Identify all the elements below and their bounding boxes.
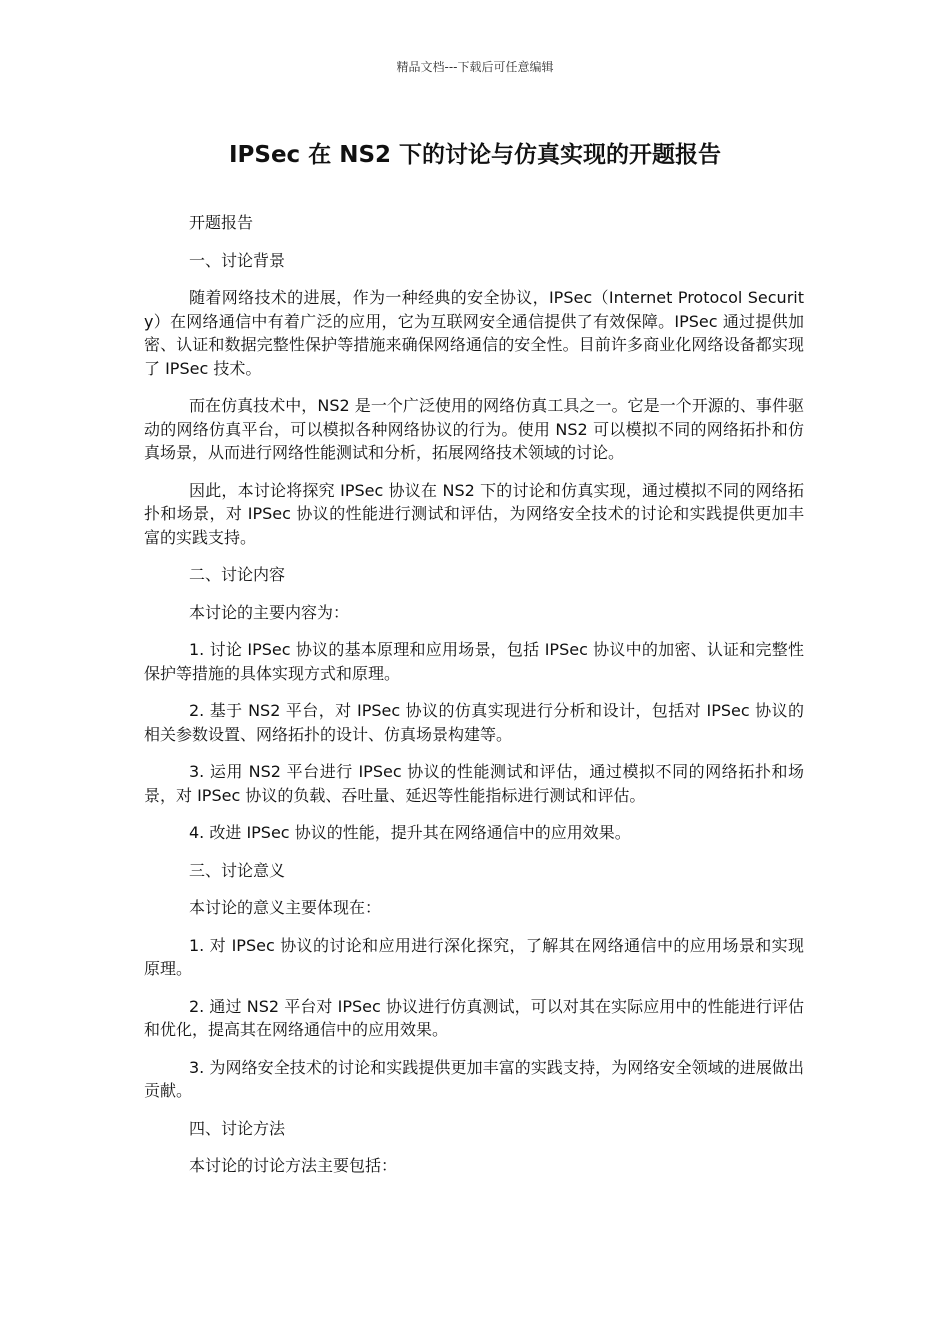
list-paragraph: 1. 对 IPSec 协议的讨论和应用进行深化探究，了解其在网络通信中的应用场景和实现原理。 [144,935,804,978]
list-paragraph: 4. 改进 IPSec 协议的性能，提升其在网络通信中的应用效果。 [189,823,631,842]
header-note: 精品文档---下载后可任意编辑 [396,60,554,74]
section-lead: 本讨论的意义主要体现在： [189,898,382,917]
section-heading: 三、讨论意义 [189,860,286,880]
document-body [144,211,804,1192]
paragraph: 随着网络技术的进展，作为一种经典的安全协议，IPSec（Internet Protocol Security）在网络通信中有着广泛的应用，它为互联网安全通信提供了有效保障。IPSec 通过提供加密、认证和数据完整性保护等措施来确保网络通信的安全性。目前许多商业化网络设备都实现了 IPSec 技术。 [144,288,804,378]
paragraph: 而在仿真技术中，NS2 是一个广泛使用的网络仿真工具之一。它是一个开源的、事件驱动的网络仿真平台，可以模拟各种网络协议的行为。使用 NS2 可以模拟不同的网络拓扑和仿真场景，从而进行网络性能测试和分析，拓展网络技术领域的讨论。 [144,396,804,462]
section-heading: 二、讨论内容 [189,565,286,584]
list-paragraph: 2. 通过 NS2 平台对 IPSec 协议进行仿真测试，可以对其在实际应用中的性能进行评估和优化，提高其在网络通信中的应用效果。 [144,996,804,1039]
section-lead: 本讨论的主要内容为： [189,602,350,622]
section-heading: 一、讨论背景 [189,250,286,270]
list-paragraph: 3. 为网络安全技术的讨论和实践提供更加丰富的实践支持，为网络安全领域的进展做出贡献。 [144,1057,804,1100]
list-paragraph: 3. 运用 NS2 平台进行 IPSec 协议的性能测试和评估，通过模拟不同的网络拓扑和场景，对 IPSec 协议的负载、吞吐量、延迟等性能指标进行测试和评估。 [144,762,804,805]
list-paragraph: 2. 基于 NS2 平台，对 IPSec 协议的仿真实现进行分析和设计，包括对 IPSec 协议的相关参数设置、网络拓扑的设计、仿真场景构建等。 [144,701,804,744]
paragraph: 因此，本讨论将探究 IPSec 协议在 NS2 下的讨论和仿真实现，通过模拟不同的网络拓扑和场景，对 IPSec 协议的性能进行测试和评估，为网络安全技术的讨论和实践提供更加丰富的实践支持。 [144,480,804,547]
section-lead: 本讨论的讨论方法主要包括： [189,1156,398,1175]
section-heading: 开题报告 [189,213,254,232]
list-paragraph: 1. 讨论 IPSec 协议的基本原理和应用场景，包括 IPSec 协议中的加密、认证和完整性保护等措施的具体实现方式和原理。 [144,640,804,683]
section-heading: 四、讨论方法 [189,1118,286,1138]
document-title: IPSec 在 NS2 下的讨论与仿真实现的开题报告 [228,142,722,168]
